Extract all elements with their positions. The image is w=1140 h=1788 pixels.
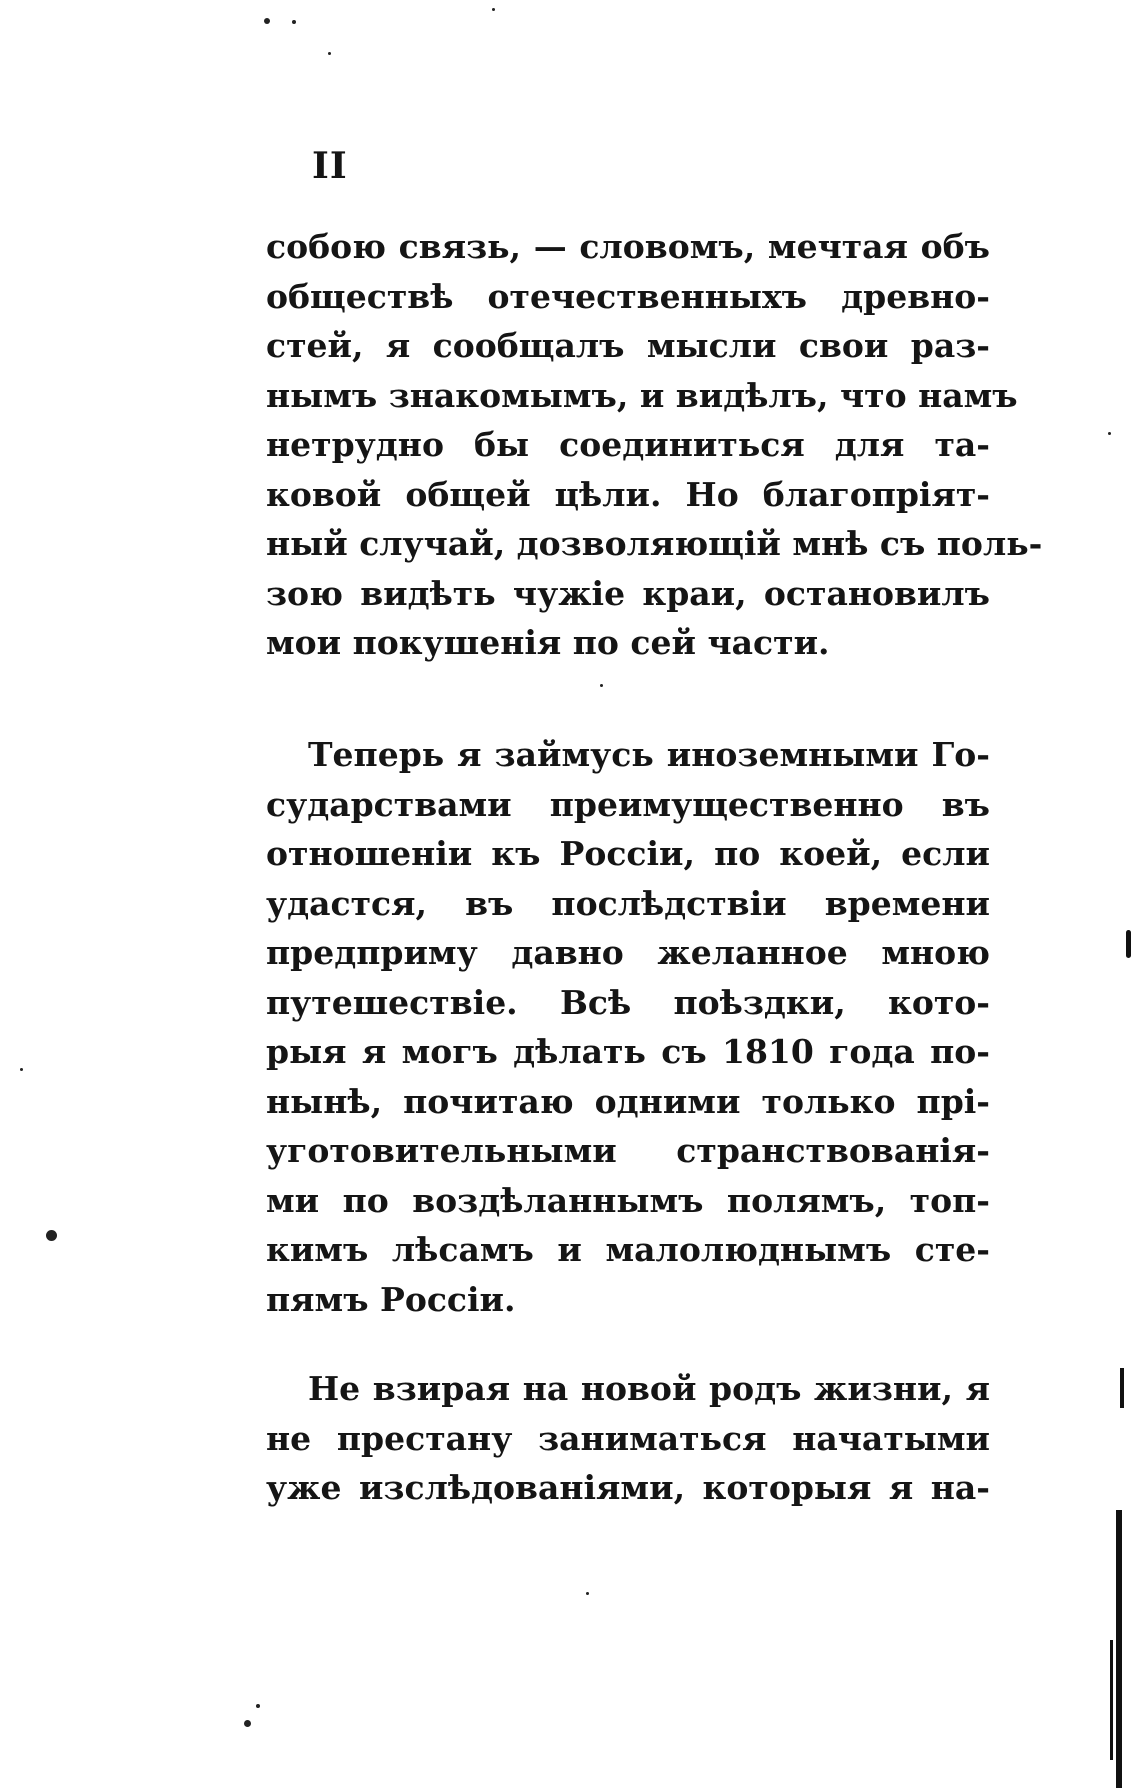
- text-line: обществѣ отечественныхъ древно-: [266, 276, 990, 316]
- text-line: собою связь, — словомъ, мечтая объ: [266, 227, 990, 266]
- text-line: не престану заниматься начатыми: [266, 1418, 990, 1458]
- text-line: отношеніи къ Россіи, по коей, если: [266, 834, 990, 873]
- scan-speck: [256, 1704, 260, 1708]
- text-line: ми по воздѣланнымъ полямъ, топ-: [266, 1180, 990, 1220]
- paragraph-2: [266, 730, 990, 1324]
- page-number: II: [312, 145, 348, 187]
- text-line: нынѣ, почитаю одними только прі-: [266, 1081, 990, 1121]
- text-line: мои покушенія по сей части.: [266, 623, 830, 662]
- text-line: ковой общей цѣли. Но благопріят-: [266, 474, 990, 514]
- scan-speck: [292, 20, 296, 24]
- text-line: нымъ знакомымъ, и видѣлъ, что намъ: [266, 375, 1018, 415]
- scan-speck: [328, 52, 331, 55]
- text-line: уже изслѣдованіями, которыя я на-: [266, 1468, 990, 1507]
- text-line: путешествіе. Всѣ поѣздки, кото-: [266, 982, 990, 1022]
- text-line: зою видѣть чужіе краи, остановилъ: [266, 573, 990, 613]
- scan-speck: [586, 1592, 589, 1595]
- text-line: Не взирая на новой родъ жизни, я: [308, 1369, 990, 1408]
- scan-speck: [492, 8, 495, 11]
- page-edge-shadow: [1126, 930, 1131, 958]
- text-line: уготовительными странствованія-: [266, 1131, 990, 1170]
- page-edge-shadow: [1120, 1368, 1124, 1408]
- paragraph-1: [266, 222, 1043, 668]
- paragraph-3: [266, 1364, 990, 1513]
- text-line: кимъ лѣсамъ и малолюднымъ сте-: [266, 1230, 990, 1269]
- text-line: рыя я могъ дѣлать съ 1810 года по-: [266, 1032, 990, 1071]
- scan-speck: [244, 1720, 251, 1727]
- text-line: нетрудно бы соединиться для та-: [266, 425, 990, 464]
- scan-speck: [46, 1230, 57, 1241]
- text-line: предприму давно желанное мною: [266, 933, 990, 972]
- scan-speck: [1108, 432, 1111, 435]
- text-line: стей, я сообщалъ мысли свои раз-: [266, 326, 990, 365]
- text-line: Теперь я займусь иноземными Го-: [308, 735, 990, 774]
- page-edge-shadow: [1110, 1640, 1113, 1760]
- text-line: сударствами преимущественно въ: [266, 784, 990, 824]
- page-edge-shadow: [1116, 1510, 1122, 1788]
- text-line: ный случай, дозволяющій мнѣ съ поль-: [266, 524, 1043, 563]
- scan-speck: [20, 1068, 23, 1071]
- scan-speck: [600, 684, 603, 687]
- text-line: удастся, въ послѣдствіи времени: [266, 883, 990, 923]
- text-line: пямъ Россіи.: [266, 1279, 516, 1319]
- scan-speck: [264, 18, 270, 24]
